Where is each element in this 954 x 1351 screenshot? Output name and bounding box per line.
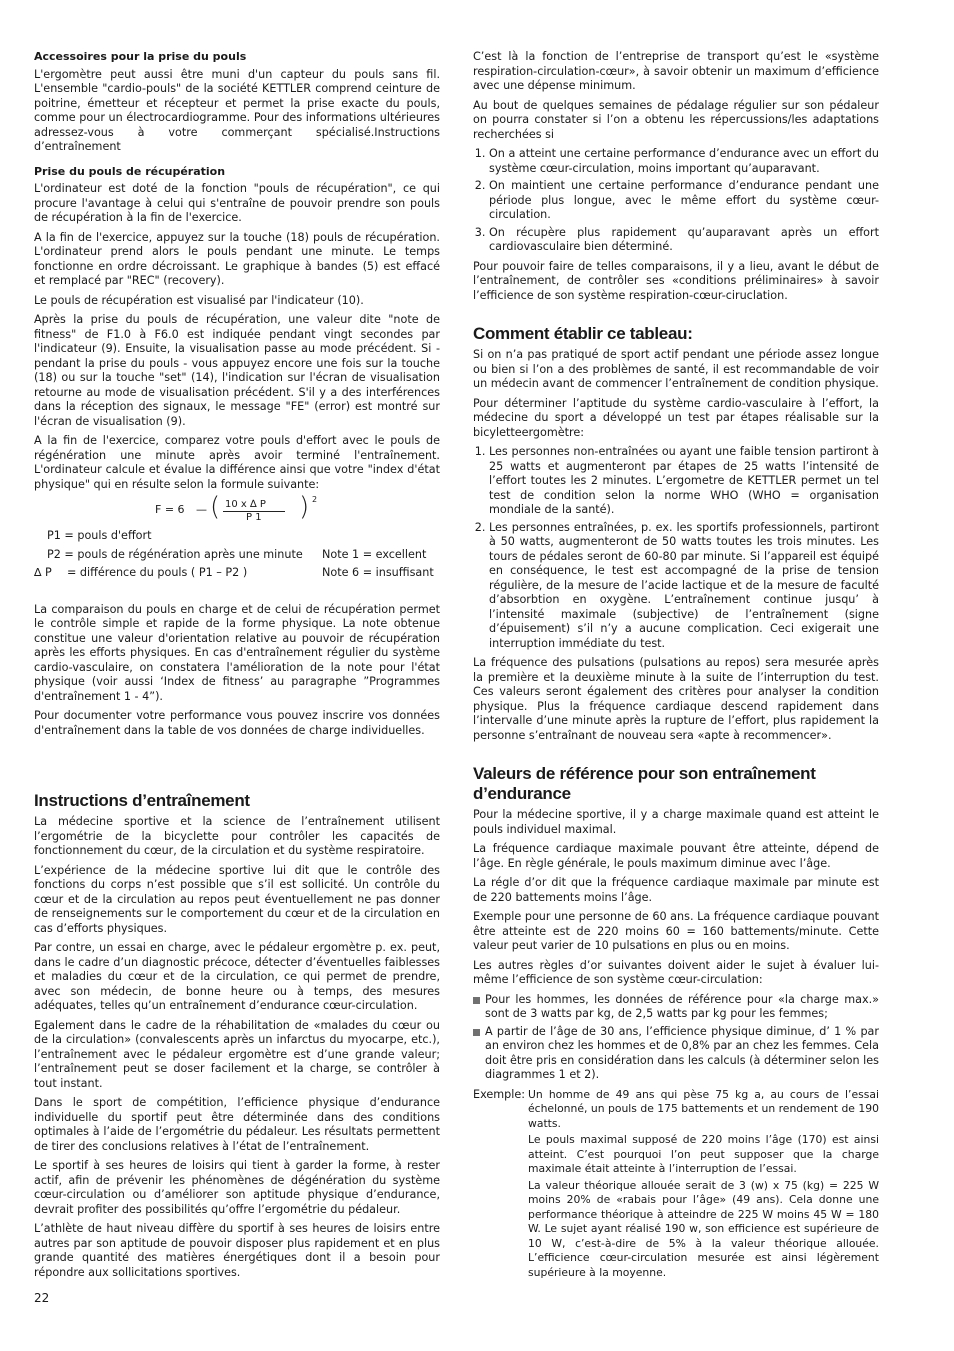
formula-left-paren: ( — [210, 492, 221, 522]
formula-minus: — — [196, 503, 207, 516]
legend-note6: Note 6 = insuffisant — [322, 566, 434, 579]
paragraph-instructions-4: Egalement dans le cadre de la réhabilitation de «malades du cœur ou de la circulation» (convalescents après un infarctus du myocarpe, etc.), l’entraînement avec le pédaleur ergomètre est d’une grande valeur; l’entraînement peut se doser facilement et la charge, se contrôler à tout instant. — [34, 1018, 440, 1090]
legend-row-delta — [34, 566, 440, 585]
paragraph-valeurs-5: Les autres règles d’or suivantes doivent aider le sujet à évaluer lui-même l’efficience de son système cœur-circulation: — [473, 958, 879, 986]
adaptations-list — [473, 147, 879, 255]
paragraph-instructions-5: Dans le sport de compétition, l’efficience physique d’endurance individuelle du sportif peut être déterminée dans des conditions optimales à l’aide de l’ergométrie du pédaleur. Les résultats permettent de tirer des conclusions relatives à l’état de l’entraînement. — [34, 1096, 440, 1153]
page-number: 22 — [34, 1291, 50, 1305]
paragraph-intro-2: Au bout de quelques semaines de pédalage régulier sur son pédaleur on pourra constater si l’on a obtenu les répercussions/les adaptations recherchées si — [473, 98, 879, 141]
paragraph-prise-3: Le pouls de récupération est visualisé par l'indicateur (10). — [34, 293, 364, 307]
paragraph-comparaison-2: Pour documenter votre performance vous pouvez inscrire vos données d'entraînement dans la table de vos données de charge individuelles. — [34, 709, 440, 737]
list-item: 3. On récupère plus rapidement qu’auparavant après un effort cardiovasculaire bien déterminé. — [489, 226, 879, 255]
formula-lhs: F = 6 — [155, 503, 185, 516]
heading-comment-etablir: Comment établir ce tableau: — [473, 324, 693, 343]
paragraph-comment-1: Si on n’a pas pratiqué de sport actif pendant une période assez longue ou bien si l’on a des problèmes de santé, il est recommandable de voir un médecin avant de commencer l’entraînement de condition physique. — [473, 348, 879, 390]
paragraph-instructions-3: Par contre, un essai en charge, avec le pédaleur ergomètre p. ex. peut, dans le cadre d’un diagnostic précoce, détecter d’éventuelles faiblesses et maladies du cœur et de la circulation, ce qui permet de prendre, avec son médecin, de bonne heure ou à temps, des mesures adéquates, telles qu’un entraînement d’endurance cœur-circulation. — [34, 941, 440, 1012]
list-item: 1. Les personnes non-entraînées ou ayant une faible tension partiront à 25 watts et augmenteront par étapes de 25 watts l’intensité de l’effort toutes les 2 minutes. L’ergometre de KETTLER permet un tel test de condition selon la norme WHO (WHO = organisation mondiale de la santé). — [489, 445, 879, 518]
legend-row-p1 — [34, 529, 440, 548]
fitness-formula — [34, 492, 440, 527]
formula-right-paren: ) — [299, 492, 310, 522]
heading-accessoires: Accessoires pour la prise du pouls — [34, 50, 247, 63]
paragraph-accessoires: L'ergomètre peut aussi être muni d'un capteur du pouls sans fil. L'ensemble "cardio-pouls" de la société KETTLER comprend ceinture de poitrine, émetteur et récepteur et permet la prise exacte du pouls, comme pour un électrocardiogramme. Pour des informations ultérieures adressez-vous à votre commerçant spécialisé.Instructions d’entraînement — [34, 67, 440, 153]
paragraph-intro-3: Pour pouvoir faire de telles comparaisons, il y a lieu, avant le début de l’entraînement, de contrôler ses «conditions préliminaires» à savoir l’efficience de son système respiration-cœur-ciruclation. — [473, 259, 879, 302]
example-paragraph-2: Le pouls maximal supposé de 220 moins l’âge (170) est ainsi atteint. C’est pourquoi l’on peut supposer que la charge maximale était atteinte à l’interruption de l’essai. — [528, 1133, 879, 1175]
rules-bullet-list — [473, 993, 879, 1083]
heading-prise-pouls: Prise du pouls de récupération — [34, 164, 226, 178]
legend-delta-symbol: ∆ P — [34, 566, 52, 579]
legend-p1: P1 = pouls d'effort — [47, 529, 152, 542]
right-column — [473, 50, 879, 1282]
paragraph-instructions-6: Le sportif à ses heures de loisirs qui tient à garder la forme, à rester actif, afin de prévenir les phénomènes de dégénération du système cœur-circulation ou d’améliorer son aptitude physique d’endurance, devrait profiter des possibilités qu’offre l’ergométrie du pédaleur. — [34, 1159, 440, 1216]
list-item: 1. On a atteint une certaine performance d’endurance avec un effort du système cœur-circulation, moins important qu’auparavant. — [489, 147, 879, 176]
paragraph-prise-1: L'ordinateur est doté de la fonction "pouls de récupération", ce qui procure l'avantage à celui qui s'entraîne de pouvoir prendre son pouls de récupération à la fin de l'exercice. — [34, 182, 440, 224]
list-item: 2. On maintient une certaine performance d’endurance pendant une période plus longue, avec le même effort du système cœur-circulation. — [489, 179, 879, 223]
paragraph-instructions-7: L’athlète de haut niveau diffère du sportif à ses heures de loisirs entre autres par son aptitude de pouvoir disposer plus rapidement et en plus grande quantité des matières énergétiques dont il a besoin pour répondre aux sollicitations sportives. — [34, 1222, 440, 1279]
legend-p2: P2 = pouls de régénération après une minute — [47, 547, 303, 561]
paragraph-instructions-1: La médecine sportive et la science de l’entraînement utilisent l’ergométrie de la bicyclette pour contrôler les capacités de fonctionnement du cœur, de la circulation et du système respiratoire. — [34, 815, 440, 857]
paragraph-valeurs-3: La régle d’or dit que la fréquence cardiaque maximale par minute est de 220 battements moins l’âge. — [473, 876, 879, 904]
legend-delta-definition: = différence du pouls ( P1 – P2 ) — [67, 566, 248, 579]
paragraph-prise-2: A la fin de l'exercice, appuyez sur la touche (18) pouls de récupération. L'ordinateur prend alors le pouls pendant une minute. Le temps fonctionne en ordre décroissant. Le graphique à bandes (5) est effacé et remplacé par "REC" (recovery). — [34, 230, 440, 287]
paragraph-prise-4: Après la prise du pouls de récupération, une valeur dite "note de fitness" de F1.0 à F6.0 est indiquée pendant vingt secondes par l'indicateur (9). Ensuite, la visualisation passe au mode précédent. Si - pendant la prise du pouls - vous appuyez encore une fois sur la touche (18) ou sur la touche "set" (14), l'indication sur l'écran de visualisation retourne au mode de visualisation précédent. S'il y a des interférences dans la réception des signaux, le message "FE" (error) est montré sur l'écran de visualisation (9). — [34, 313, 440, 428]
example-block — [473, 1088, 879, 1283]
example-paragraph-3: La valeur théorique allouée serait de 3 (w) x 75 (kg) = 225 W moins 20% de «rabais pour l’âge» (49 ans). Cela donne une performance théorique à atteindre de 225 W moins 45 W = 180 W. Le sujet ayant réalisé 190 w, son efficience est supérieure de 10 W, c’est-à-dire de 5% à la valeur théorique allouée. L’efficience cœur-circulation mesurée est ainsi légèrement supérieure à la moyenne. — [528, 1178, 879, 1279]
legend-row-p2 — [34, 548, 440, 567]
paragraph-valeurs-2: La fréquence cardiaque maximale pouvant être atteinte, dépend de l’âge. En règle générale, le pouls maximum diminue avec l’âge. — [473, 842, 879, 870]
left-column — [34, 50, 440, 1285]
legend-note1: Note 1 = excellent — [322, 547, 427, 561]
paragraph-comment-2: Pour déterminer l’aptitude du système cardio-vasculaire à l’effort, la médecine du sport a développé un test par étapes réalisable sur la bicyletteergomètre: — [473, 396, 879, 439]
test-steps-list — [473, 445, 879, 651]
paragraph-prise-5: A la fin de l'exercice, comparez votre pouls d'effort avec le pouls de régénération une minute après avoir terminé l'entraînement. L'ordinateur calcule et évalue la différence ainsi que votre "index d'état physique" qui en résulte selon la formule suivante: — [34, 434, 440, 491]
paragraph-intro-1: C’est là la fonction de l’entreprise de transport qu’est le «système respiration-circulation-cœur», à savoir obtenir un maximum d’efficience avec une dépense minimum. — [473, 50, 879, 92]
example-body — [528, 1088, 879, 1283]
paragraph-comparaison-1: La comparaison du pouls en charge et de celui de récupération permet le contrôle simple et rapide de la forme physique. La note obtenue constitue une valeur d'orientation relative au pouvoir de récupération après les efforts physiques. En cas d'entraînement régulier du système cardio-vasculaire, on constatera l'amélioration de la note pour l'état physique (voir aussi ‘Index de fitness’ au paragraphe ”Programmes d'entraînement 1 - 4”). — [34, 602, 440, 703]
list-item: 2. Les personnes entraînées, p. ex. les sportifs professionnels, partiront à 50 watts, augmenteront de 50 watts toutes les trois minutes. Les tours de pédales seront de 60-80 par minute. Si l’appareil est équipé en conséquence, le test est accompagné de la prise de tension régulière, de la mesure de l’acide lactique et de la mesure de faculté d’absorbtion en oxygène. L’entraînement continue jusqu’ à l’intensité maximale (subjective) de l’entraînement (signe d’épuisement) s’il n’y a aucune complication. Ceci exigerait une interruption immédiate du test. — [489, 521, 879, 652]
paragraph-valeurs-4: Exemple pour une personne de 60 ans. La fréquence cardiaque pouvant être atteinte est de 220 moins 60 = 160 battements/minute. Cette valeur peut varier de 10 pulsations en plus ou en moins. — [473, 910, 879, 952]
example-label: Exemple: — [473, 1087, 525, 1101]
formula-denominator: P 1 — [246, 512, 262, 523]
paragraph-instructions-2: L’expérience de la médecine sportive lui dit que le contrôle des fonctions du corps n’est possible que s’il est sollicité. Un contrôle du cœur et de la circulation au repos peut éventuellement ne pas donner de renseignements sur le comportement du cœur et de la circulation en cas d’efforts physiques. — [34, 863, 440, 935]
paragraph-valeurs-1: Pour la médecine sportive, il y a charge maximale quand est atteint le pouls individuel maximal. — [473, 808, 879, 836]
list-item: A partir de l’âge de 30 ans, l’efficience physique diminue, d’ 1 % par an environ chez les hommes et de 0,8% par an chez les femmes. Cela doit être pris en considération dans les calculs (à déterminer selon les diagrammes 1 et 2). — [485, 1024, 879, 1081]
list-item: Pour les hommes, les données de référence pour «la charge max.» sont de 3 watts par kg, de 2,5 watts par kg pour les femmes; — [485, 992, 879, 1020]
formula-numerator: 10 x ∆ P — [225, 499, 266, 510]
heading-instructions: Instructions d’entraînement — [34, 791, 250, 810]
paragraph-comment-3: La fréquence des pulsations (pulsations au repos) sera mesurée après la première et la deuxième minute à la suite de l’interruption du test. Ces valeurs seront également des critères pour analyser la condition physique. Plus la fréquence cardiaque descend rapidement dans l’intervalle d’une minute après la rupture de l’effort, plus rapidement la personne s’entraînant de nouveau sera «apte à recommencer». — [473, 656, 879, 742]
heading-valeurs-reference: Valeurs de référence pour son entraînement d’endurance — [473, 764, 816, 803]
example-paragraph-1: Un homme de 49 ans qui pèse 75 kg a, au cours de l’essai échelonné, un pouls de 175 battements et un rendement de 190 watts. — [528, 1087, 879, 1130]
formula-exponent: 2 — [312, 495, 318, 504]
